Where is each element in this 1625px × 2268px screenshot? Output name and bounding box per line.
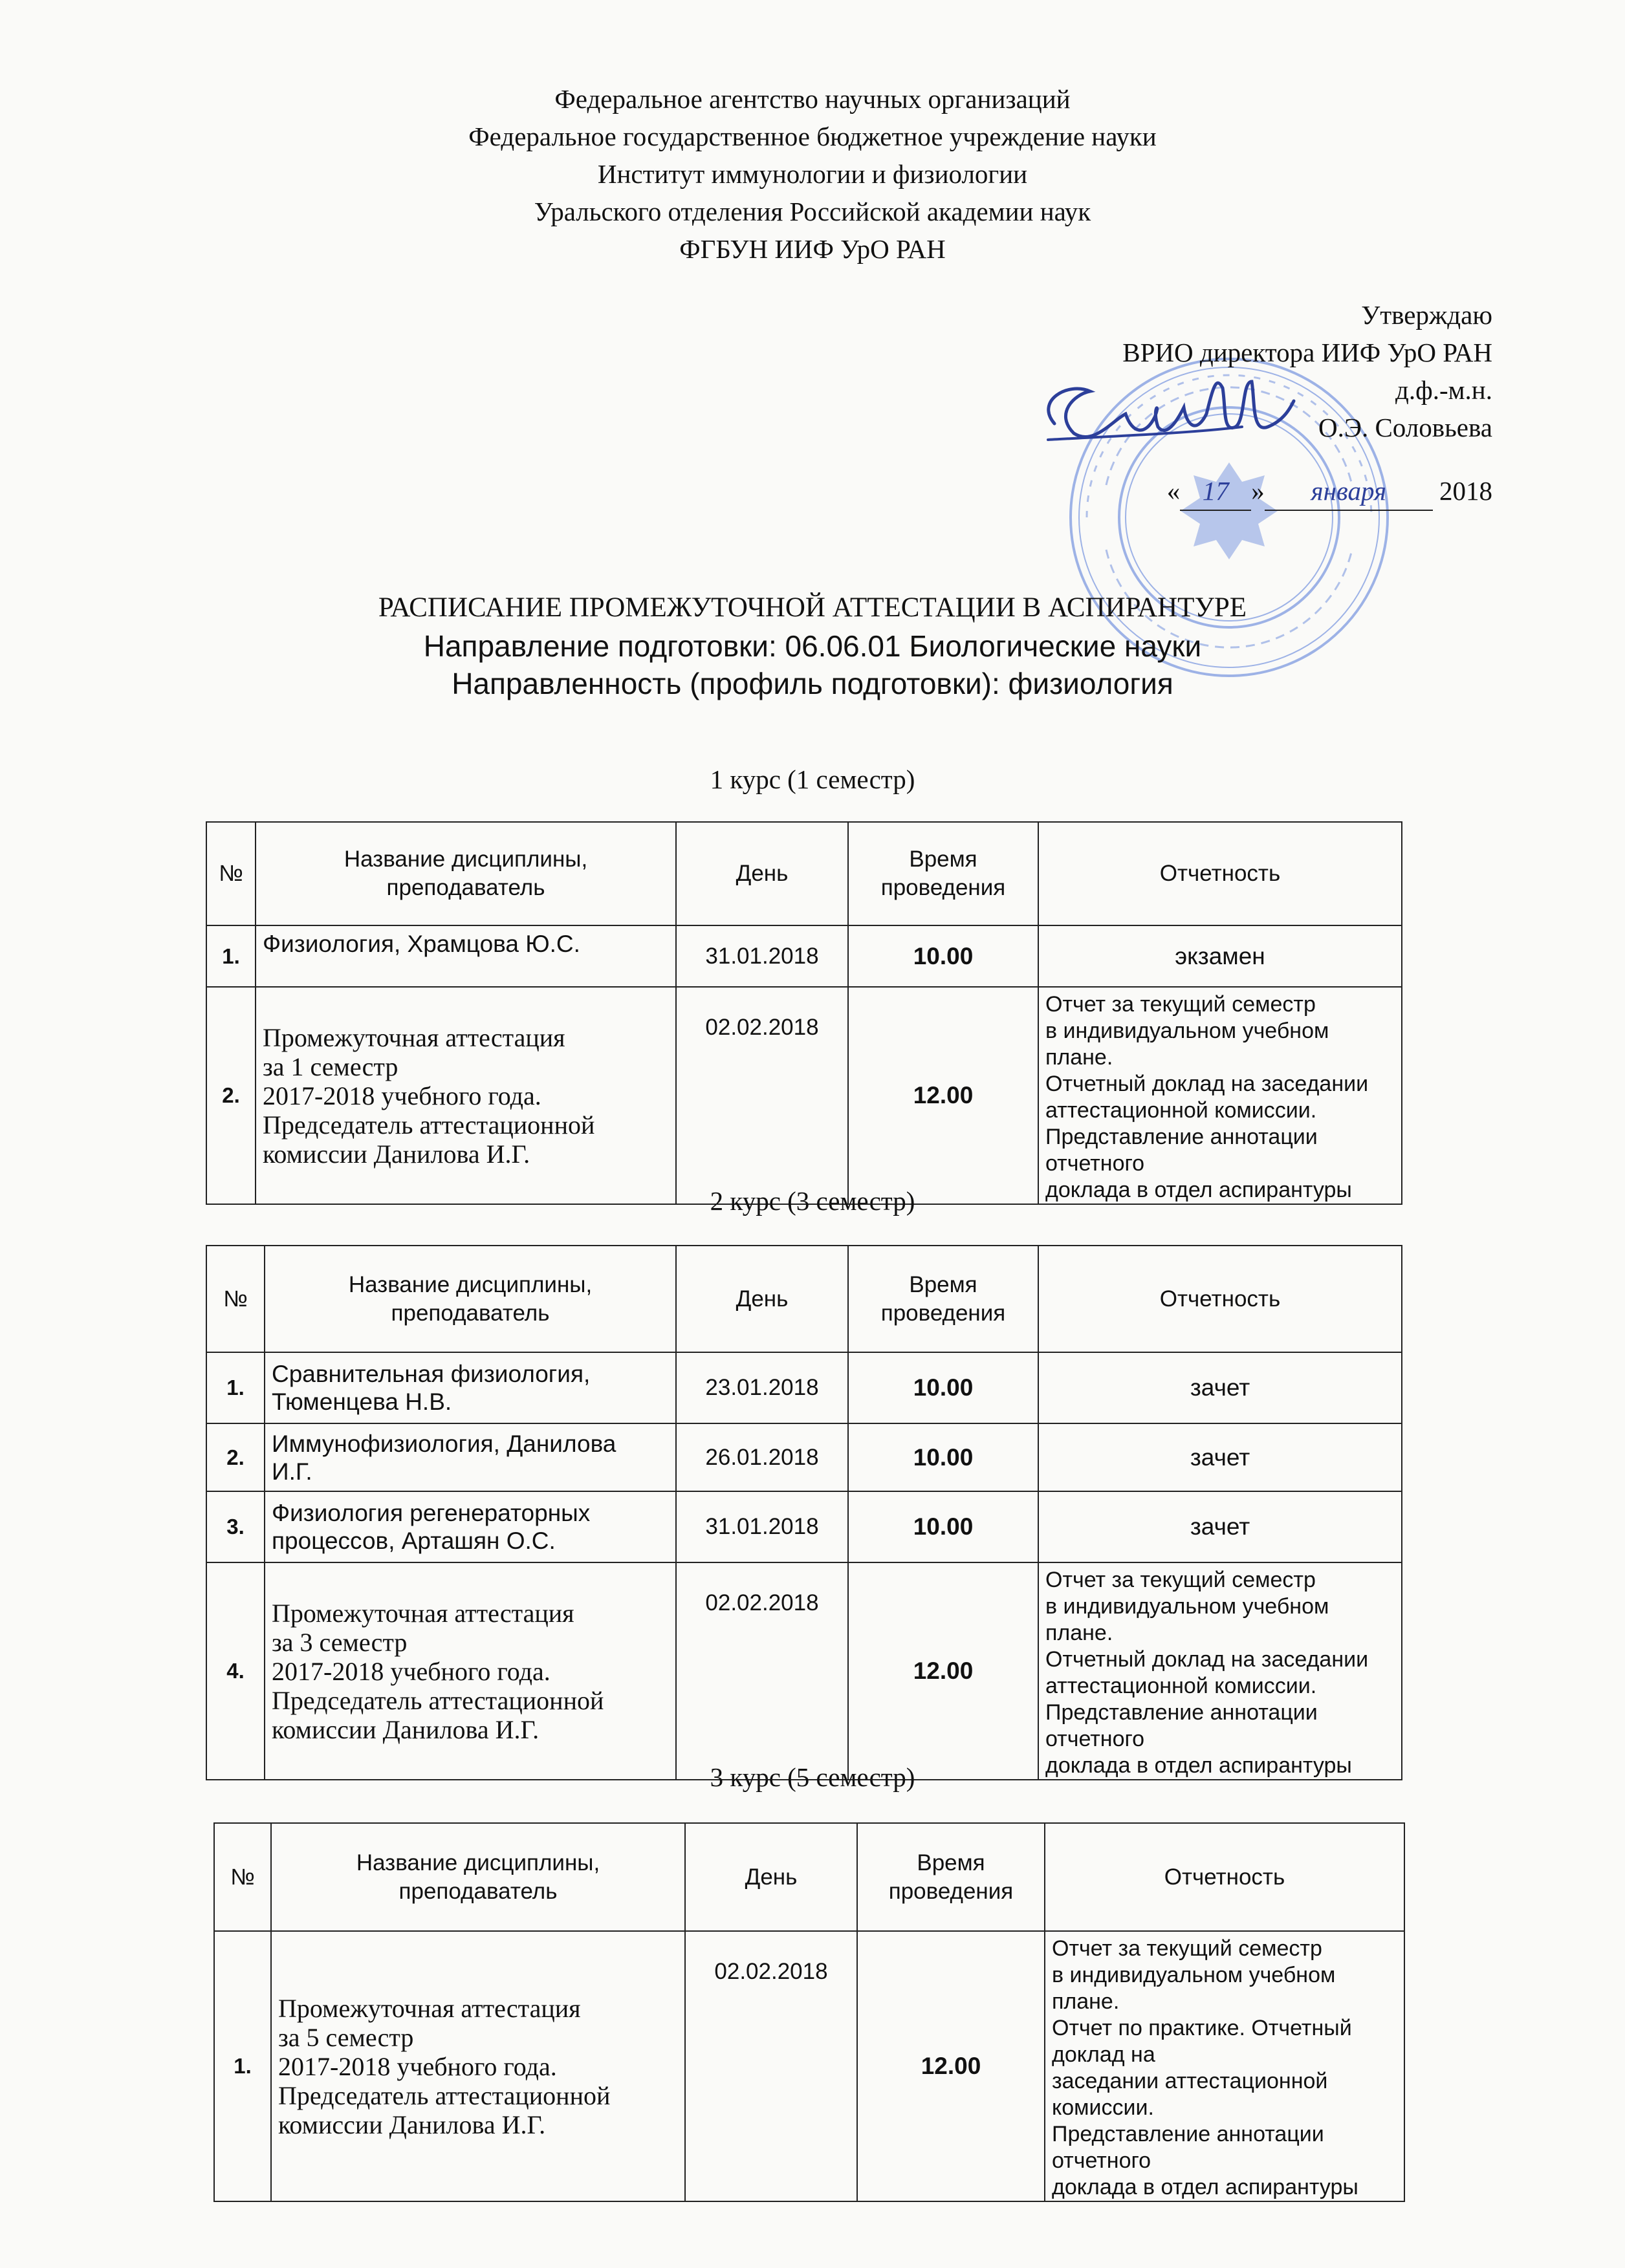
approver-degree: д.ф.-м.н. bbox=[1395, 375, 1492, 405]
course-heading: 3 курс (5 семестр) bbox=[710, 1762, 915, 1792]
exam-time: 10.00 bbox=[848, 1423, 1038, 1491]
date-month: января bbox=[1265, 472, 1433, 511]
table-row bbox=[206, 1352, 1402, 1423]
exam-day: 23.01.2018 bbox=[676, 1352, 848, 1423]
row-number: 4. bbox=[206, 1562, 265, 1780]
discipline-name: Промежуточная аттестация за 3 семестр 2017-2018 учебного года. Председатель аттестационной комиссии Данилова И.Г. bbox=[265, 1562, 676, 1780]
exam-time: 12.00 bbox=[848, 987, 1038, 1204]
table-row bbox=[206, 1423, 1402, 1491]
document-title: РАСПИСАНИЕ ПРОМЕЖУТОЧНОЙ АТТЕСТАЦИИ В АСПИРАНТУРЕ bbox=[378, 592, 1247, 623]
col-header-name: Название дисциплины, преподаватель bbox=[271, 1823, 685, 1931]
training-profile: Направленность (профиль подготовки): физиология bbox=[452, 667, 1173, 700]
discipline-name: Сравнительная физиология, Тюменцева Н.В. bbox=[265, 1352, 676, 1423]
training-direction: Направление подготовки: 06.06.01 Биологические науки bbox=[423, 629, 1202, 663]
date-open-quote: « bbox=[1166, 476, 1181, 506]
approver-position: ВРИО директора ИИФ УрО РАН bbox=[1122, 338, 1492, 367]
discipline-name: Физиология, Храмцова Ю.С. bbox=[256, 925, 676, 987]
report-type: Отчет за текущий семестр в индивидуальном учебном плане. Отчет по практике. Отчетный доклад на заседании аттестационной комиссии. Представление аннотации отчетного доклада в отдел аспирантуры bbox=[1045, 1931, 1404, 2201]
approval-title: Утверждаю bbox=[1361, 300, 1492, 330]
exam-day: 26.01.2018 bbox=[676, 1423, 848, 1491]
row-number: 1. bbox=[206, 925, 256, 987]
org-line: Институт иммунологии и физиологии bbox=[597, 159, 1028, 189]
table-row bbox=[206, 987, 1402, 1204]
organization-header bbox=[0, 80, 1625, 268]
discipline-name: Иммунофизиология, Данилова И.Г. bbox=[265, 1423, 676, 1491]
schedule-table-course-2 bbox=[206, 1245, 1402, 1780]
approval-date bbox=[910, 472, 1492, 510]
row-number: 2. bbox=[206, 1423, 265, 1491]
table-header-row bbox=[214, 1823, 1404, 1931]
date-close-quote: » bbox=[1251, 476, 1265, 506]
exam-time: 10.00 bbox=[848, 1491, 1038, 1562]
col-header-time: Время проведения bbox=[857, 1823, 1045, 1931]
report-type: Отчет за текущий семестр в индивидуальном учебном плане. Отчетный доклад на заседании аттестационной комиссии. Представление аннотации отчетного доклада в отдел аспирантуры bbox=[1038, 1562, 1402, 1780]
col-header-num: № bbox=[206, 1246, 265, 1352]
row-number: 1. bbox=[214, 1931, 271, 2201]
exam-day: 31.01.2018 bbox=[676, 1491, 848, 1562]
exam-day: 02.02.2018 bbox=[676, 1562, 848, 1780]
col-header-num: № bbox=[214, 1823, 271, 1931]
exam-time: 12.00 bbox=[857, 1931, 1045, 2201]
row-number: 1. bbox=[206, 1352, 265, 1423]
discipline-name: Промежуточная аттестация за 1 семестр 2017-2018 учебного года. Председатель аттестационной комиссии Данилова И.Г. bbox=[256, 987, 676, 1204]
col-header-day: День bbox=[685, 1823, 857, 1931]
report-type: экзамен bbox=[1038, 925, 1402, 987]
handwritten-signature bbox=[1029, 362, 1300, 472]
course-heading: 1 курс (1 семестр) bbox=[710, 764, 915, 794]
table-row bbox=[206, 1491, 1402, 1562]
row-number: 2. bbox=[206, 987, 256, 1204]
schedule-table-course-3 bbox=[213, 1822, 1405, 2202]
report-type: Отчет за текущий семестр в индивидуальном учебном плане. Отчетный доклад на заседании аттестационной комиссии. Представление аннотации отчетного доклада в отдел аспирантуры bbox=[1038, 987, 1402, 1204]
col-header-name: Название дисциплины, преподаватель bbox=[265, 1246, 676, 1352]
exam-day: 02.02.2018 bbox=[685, 1931, 857, 2201]
table-header-row bbox=[206, 822, 1402, 925]
document-title-block bbox=[0, 589, 1625, 702]
col-header-name: Название дисциплины, преподаватель bbox=[256, 822, 676, 925]
col-header-report: Отчетность bbox=[1038, 822, 1402, 925]
exam-day: 31.01.2018 bbox=[676, 925, 848, 987]
approver-name: О.Э. Соловьева bbox=[1318, 413, 1492, 442]
course-heading: 2 курс (3 семестр) bbox=[710, 1186, 915, 1216]
table-row bbox=[206, 1562, 1402, 1780]
col-header-time: Время проведения bbox=[848, 1246, 1038, 1352]
row-number: 3. bbox=[206, 1491, 265, 1562]
exam-time: 10.00 bbox=[848, 925, 1038, 987]
org-line: Уральского отделения Российской академии наук bbox=[534, 197, 1091, 226]
report-type: зачет bbox=[1038, 1352, 1402, 1423]
org-line: Федеральное государственное бюджетное учреждение науки bbox=[468, 122, 1157, 151]
col-header-day: День bbox=[676, 822, 848, 925]
table-header-row bbox=[206, 1246, 1402, 1352]
col-header-time: Время проведения bbox=[848, 822, 1038, 925]
org-line: Федеральное агентство научных организаций bbox=[554, 84, 1071, 114]
org-line: ФГБУН ИИФ УрО РАН bbox=[679, 234, 946, 264]
date-year: 2018 bbox=[1439, 476, 1492, 506]
col-header-report: Отчетность bbox=[1045, 1823, 1404, 1931]
date-day: 17 bbox=[1180, 472, 1251, 511]
schedule-table-course-1 bbox=[206, 821, 1402, 1205]
col-header-report: Отчетность bbox=[1038, 1246, 1402, 1352]
exam-time: 12.00 bbox=[848, 1562, 1038, 1780]
table-row bbox=[214, 1931, 1404, 2201]
discipline-name: Физиология регенераторных процессов, Арташян О.С. bbox=[265, 1491, 676, 1562]
exam-day: 02.02.2018 bbox=[676, 987, 848, 1204]
exam-time: 10.00 bbox=[848, 1352, 1038, 1423]
col-header-day: День bbox=[676, 1246, 848, 1352]
col-header-num: № bbox=[206, 822, 256, 925]
report-type: зачет bbox=[1038, 1423, 1402, 1491]
table-row bbox=[206, 925, 1402, 987]
discipline-name: Промежуточная аттестация за 5 семестр 2017-2018 учебного года. Председатель аттестационной комиссии Данилова И.Г. bbox=[271, 1931, 685, 2201]
report-type: зачет bbox=[1038, 1491, 1402, 1562]
